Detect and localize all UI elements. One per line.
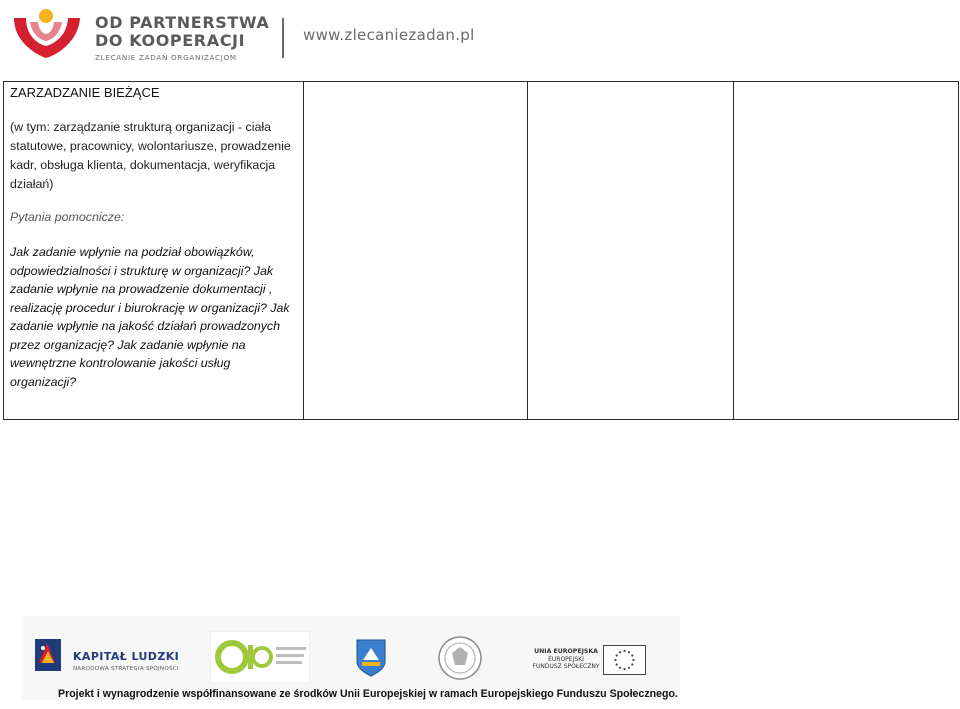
empty-cell-2[interactable]: [528, 82, 734, 420]
empty-cell-1[interactable]: [304, 82, 528, 420]
logo-line-2: DO KOOPERACJI: [95, 31, 246, 50]
university-seal-icon: [437, 635, 483, 681]
empty-cell-3[interactable]: [734, 82, 959, 420]
cio-logo-icon: [210, 631, 310, 683]
slupsk-coat-of-arms-icon: [355, 638, 387, 678]
eu-flag-icon: [603, 645, 646, 675]
kapital-ludzki-logo-icon: [33, 637, 63, 673]
site-url[interactable]: www.zlecaniezadan.pl: [303, 26, 475, 44]
table-row: [4, 82, 959, 420]
kapital-ludzki-title: KAPITAŁ LUDZKI: [73, 650, 180, 663]
funding-note: Projekt i wynagrodzenie współfinansowane ze środków Unii Europejskiej w ramach Europejskiego Funduszu Społecznego.: [58, 688, 678, 700]
kapital-ludzki-subtitle: NARODOWA STRATEGIA SPÓJNOŚCI: [73, 666, 179, 672]
category-cell: [4, 82, 304, 420]
logo-line-1: OD PARTNERSTWA: [95, 13, 270, 32]
eu-fund-name: EUROPEJSKI FUNDUSZ SPOŁECZNY: [532, 656, 600, 670]
eu-title: UNIA EUROPEJSKA: [534, 648, 598, 655]
scope-description: (w tym: zarządzanie strukturą organizacji - ciała statutowe, pracownicy, wolontariusze, prowadzenie kadr, obsługa klienta, dokumentacja, weryfikacja działań): [10, 120, 291, 191]
page-header: [0, 0, 960, 70]
partnership-logo-text: [95, 14, 269, 62]
kapital-ludzki-text: [73, 650, 179, 672]
section-title: ZARZADZANIE BIEŻĄCE: [10, 85, 160, 100]
logo-tagline: ZLECANIE ZADAŃ ORGANIZACJOM: [95, 53, 237, 62]
eu-text: [530, 648, 602, 670]
partnership-logo-icon: [10, 4, 82, 60]
header-divider: [282, 18, 284, 58]
page-footer: [0, 612, 960, 709]
analysis-table: [3, 81, 959, 420]
help-questions-label: Pytania pomocnicze:: [10, 210, 125, 224]
help-questions-text: Jak zadanie wpłynie na podział obowiązków, odpowiedzialności i strukturę w organizacji? Jak zadanie wpłynie na prowadzenie dokumentacji , realizację procedur i biurokrację w organizacji? Jak zadanie wpłynie na jakość działań prowadzonych przez organizację? Jak zadanie wpłynie na wewnętrzne kontrolowanie jakości usług organizacji?: [10, 245, 290, 389]
